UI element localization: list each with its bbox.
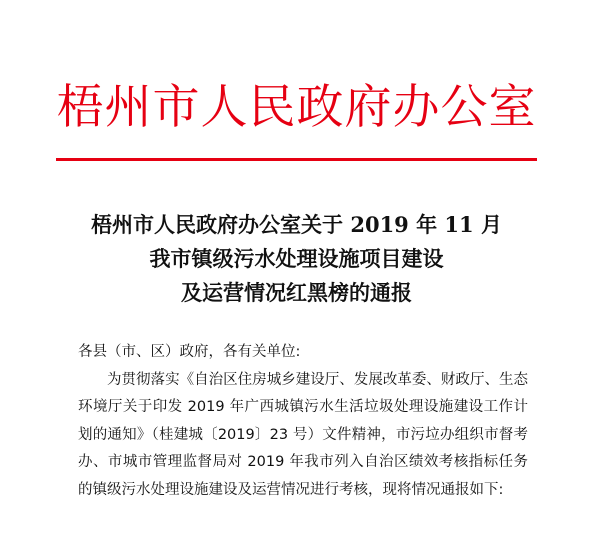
- title-line-2: 我市镇级污水处理设施项目建设: [149, 246, 444, 271]
- document-body: [78, 339, 528, 504]
- salutation: 各县（市、区）政府，各有关单位:: [78, 344, 301, 360]
- body-paragraph: 为贯彻落实《自治区住房城乡建设厅、发展改革委、财政厅、生态环境厅关于印发 2019 年广西城镇污水生活垃圾处理设施建设工作计划的通知》（桂建城〔2019〕23 号）文件精神，市污垃办组织市督考办、市城市管理监督局对 2019 年我市列入自治区绩效考核指标任务的镇级污水处理设施建设及运营情况进行考核，现将情况通报如下:: [78, 371, 528, 498]
- title-line-1: 梧州市人民政府办公室关于 2019 年 11 月: [91, 212, 502, 237]
- red-separator-line: [56, 158, 537, 161]
- issuing-organization-header: 梧州市人民政府办公室: [56, 80, 537, 135]
- title-line-3: 及运营情况红黑榜的通报: [181, 280, 412, 305]
- document-title: [0, 208, 593, 310]
